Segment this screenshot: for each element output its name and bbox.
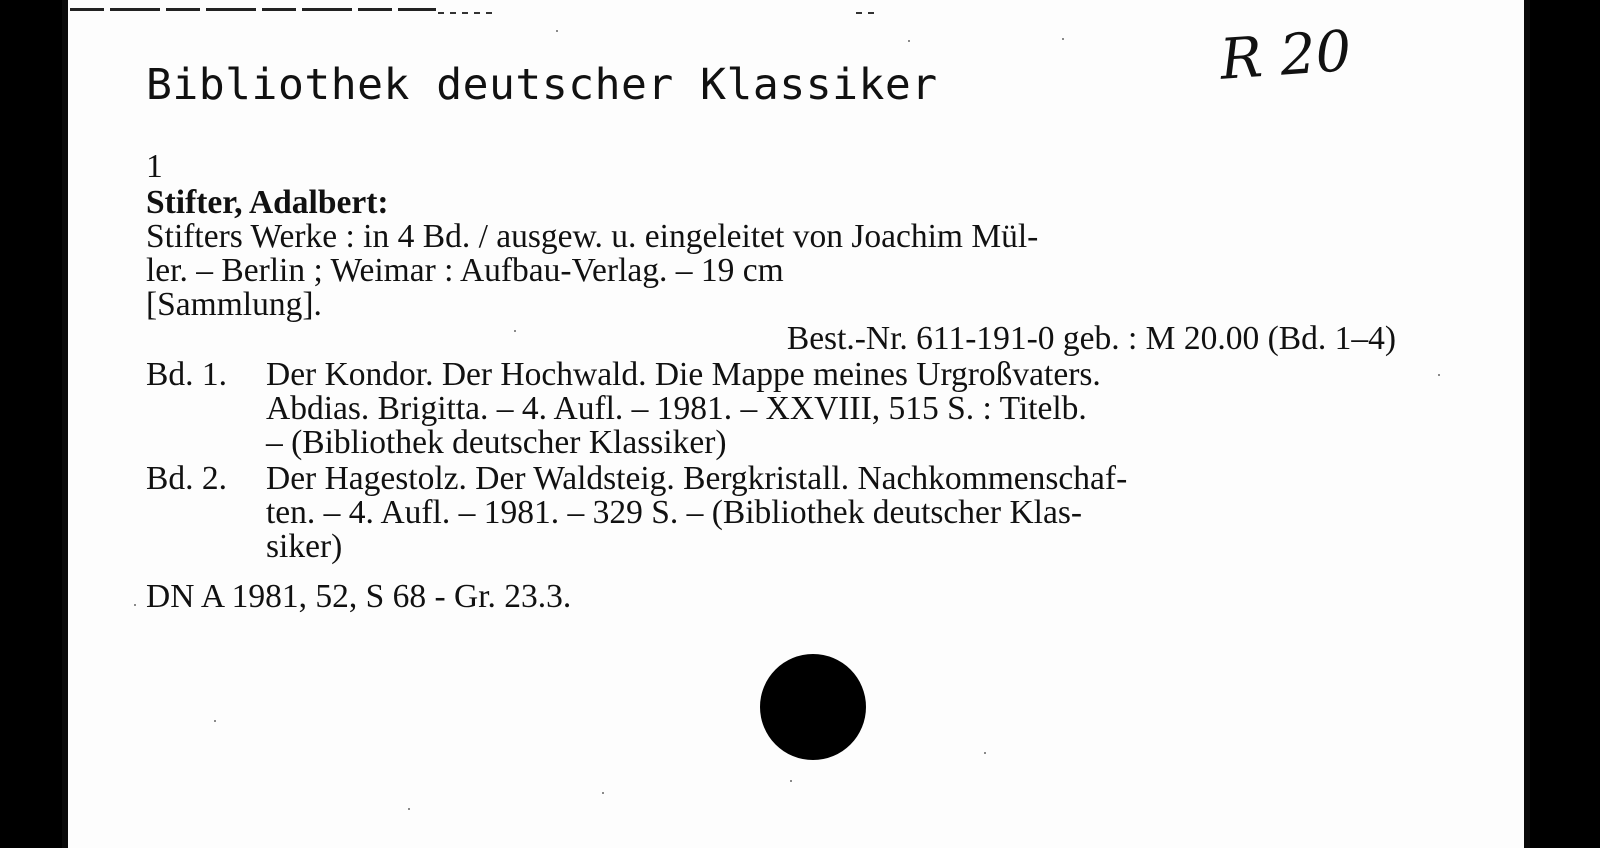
punch-hole bbox=[760, 654, 866, 760]
volume-line: Der Hagestolz. Der Waldsteig. Bergkristall. Nachkommenschaf- bbox=[266, 460, 1128, 497]
volume-entry bbox=[146, 358, 1446, 460]
volume-line: Der Kondor. Der Hochwald. Die Mappe meines Urgroßvaters. bbox=[266, 356, 1101, 393]
top-edge-dots bbox=[438, 12, 498, 14]
entry-number: 1 bbox=[146, 148, 163, 185]
top-edge-dots bbox=[856, 12, 880, 14]
scan-speck bbox=[214, 720, 216, 722]
scan-speck bbox=[556, 30, 558, 32]
volume-entry bbox=[146, 462, 1446, 564]
order-number-line: Best.-Nr. 611-191-0 geb. : M 20.00 (Bd. 1–4) bbox=[786, 320, 1396, 357]
scan-speck bbox=[602, 792, 604, 794]
volume-label: Bd. 2. bbox=[146, 460, 227, 497]
top-edge-rule bbox=[70, 8, 436, 11]
volume-line: siker) bbox=[266, 528, 343, 565]
catalog-card bbox=[62, 0, 1530, 848]
scan-speck bbox=[1062, 38, 1064, 40]
scan-speck bbox=[134, 604, 136, 606]
volume-label: Bd. 1. bbox=[146, 356, 227, 393]
description-line: Stifters Werke : in 4 Bd. / ausgew. u. eingeleitet von Joachim Mül- bbox=[146, 218, 1039, 255]
volume-description bbox=[266, 462, 1446, 564]
volume-line: – (Bibliothek deutscher Klassiker) bbox=[266, 424, 727, 461]
catalog-entry bbox=[146, 150, 1446, 614]
scan-speck bbox=[790, 780, 792, 782]
series-title: Bibliothek deutscher Klassiker bbox=[146, 60, 938, 110]
description-line: [Sammlung]. bbox=[146, 286, 322, 323]
bibliography-reference: DN A 1981, 52, S 68 - Gr. 23.3. bbox=[146, 578, 572, 615]
scan-speck bbox=[408, 808, 410, 810]
scan-speck bbox=[514, 330, 516, 332]
volume-description bbox=[266, 358, 1446, 460]
volume-line: Abdias. Brigitta. – 4. Aufl. – 1981. – XXVIII, 515 S. : Titelb. bbox=[266, 390, 1087, 427]
scan-speck bbox=[984, 752, 986, 754]
handwritten-call-number: R 20 bbox=[1218, 18, 1354, 93]
scan-speck bbox=[908, 40, 910, 42]
volume-line: ten. – 4. Aufl. – 1981. – 329 S. – (Bibliothek deutscher Klas- bbox=[266, 494, 1083, 531]
scan-speck bbox=[1438, 374, 1440, 376]
author-heading: Stifter, Adalbert: bbox=[146, 184, 389, 221]
description-line: ler. – Berlin ; Weimar : Aufbau-Verlag. – 19 cm bbox=[146, 252, 784, 289]
